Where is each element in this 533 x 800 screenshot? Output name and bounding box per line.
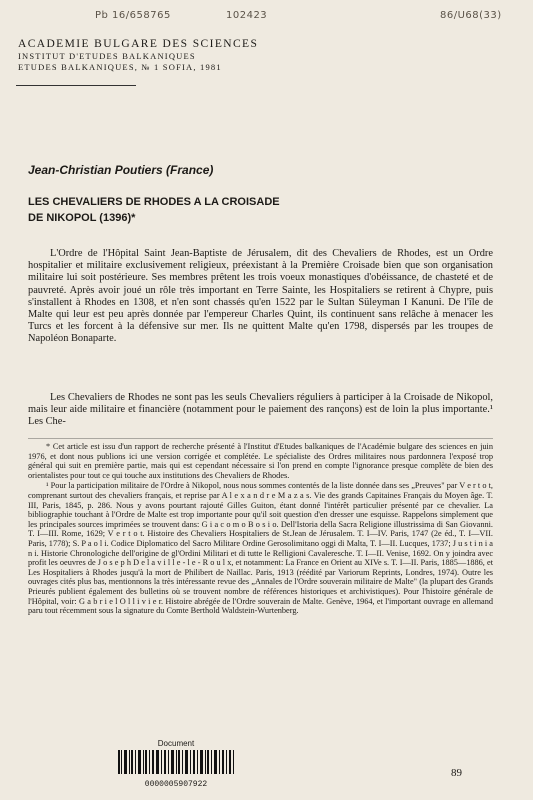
body-paragraph-2 [28,392,493,429]
footnotes [28,442,493,617]
body-paragraph-1 [28,248,493,346]
library-stamp-mid: 102423 [226,10,268,21]
academy-name: ACADEMIE BULGARE DES SCIENCES [18,38,259,50]
journal-issue: ETUDES BALKANIQUES, № 1 SOFIA, 1981 [18,62,222,72]
library-stamp-left: Pb 16/658765 [95,10,171,21]
article-title-line-2: DE NIKOPOL (1396)* [28,212,136,224]
barcode-number: 0000005907922 [144,780,208,789]
journal-header [18,38,338,73]
article-author: Jean-Christian Poutiers (France) [28,163,214,177]
footnote-divider [28,438,493,439]
paragraph-text: Les Chevaliers de Rhodes ne sont pas les seuls Chevaliers réguliers à participer à la Croisade de Nikopol, mais leur aide militaire et financière (notamment pour le paiement des rançons) est de loin la plus importante.¹ Les Che- [28,392,493,428]
barcode-caption: Document [157,739,195,748]
institute-name: INSTITUT D'ETUDES BALKANIQUES [18,51,196,61]
paragraph-text: L'Ordre de l'Hôpital Saint Jean-Baptiste de Jérusalem, dit des Chevaliers de Rhodes, est un Ordre hospitalier et militaire exclusivement religieux, préexistant à la Première Croisade bien que son organisation militaire lui soit postérieure. Ses membres prêtent les trois voeux monastiques d'obéissance, de chasteté et de pauvreté. Après avoir joué un rôle très important en Terre Sainte, les Hospitaliers se retirent à Chypre, puis s'installent à Rhodes en 1308, et n'en sont chassés qu'en 1522 par le Sultan Süleyman I Kanuni. De l'île de Malte qui leur est peu après donnée par l'empereur Charles Quint, ils continuent sans relâche à menacer les Turcs et les forcent à la défensive sur mer. Ils ne quittent Malte qu'en 1798, dispersés par les troupes de Napoléon Bonaparte. [28,248,493,345]
page-number: 89 [451,767,462,779]
barcode-label-sticker [116,739,236,789]
barcode-icon [116,750,236,774]
footnote-star: * Cet article est issu d'un rapport de recherche présenté à l'Institut d'Etudes balkaniques de l'Académie bulgare des sciences en juin 1976, et dont nous publions ici une version corrigée et complétée. Le spécialiste des Ordres militaires nous pardonnera l'exposé trop général qui suit en première partie, mais qui est cependant nécessaire si l'on prend en compte l'ignorance presque complète de bien des orientalistes pour tout ce qui touche aux institutions des Chevaliers de Rhodes. [28,442,493,480]
library-stamp-right: 86/U68(33) [440,10,502,21]
article-title [28,194,488,226]
header-rule [16,85,136,86]
footnote-1: ¹ Pour la participation militaire de l'Ordre à Nikopol, nous nous sommes contentés de la liste donnée dans ses „Preuves" par V e r t o t, comprenant surtout des chevaliers français, et reprise par A l e x a n d r e M a z a s. Vie des grands Capitaines Français du Moyen âge. T. III, Paris, 1845, p. 286. Nous y avons pourtant rajouté Gilles Guiton, étant donné l'intérêt particulier présenté par ce chevalier. La bibliographie touchant à l'Ordre de Malte est trop importante pour qu'il soit question d'en dresser une esquisse. Rappelons simplement que les principales sources imprimées se trouvent dans: G i a c o m o B o s i o. Dell'Istoria della Sacra Religione illustrissima di San Giovanni. T. I—III. Rome, 1629; V e r t o t. Histoire des Chevaliers Hospitaliers de St.Jean de Jérusalem. T. I—IV. Paris, 1747 (2e éd., T. I—VII. Paris, 1778); S. P a o l i. Codice Diplomatico del Sacro Militare Ordine Gerosolimitano oggi di Malta, T. I—II. Lucques, 1737; J u s t i n i a n i. Historie Chronologiche dell'origine de gl'Ordini Militari et di tutte le Relligioni Cavaleresche. T. I—II. Venise, 1692. On y joindra avec profit les oeuvres de J o s e p h D e l a v i l l e - l e - R o u l x, et notamment: La France en Orient au XIVe s. T. I—II. Paris, 1885—1886, et Les Hospitaliers à Rhodes jusqu'à la mort de Philibert de Naillac. Paris, 1913 (réédité par Variorum Reprints, Londres, 1974). Outre les ouvrages cités plus bas, mentionnons la très intéressante revue des „Annales de l'Ordre souverain militaire de Malte" (la plupart des Grands Prieurés publient également des bulletins où se trouvent nombre de références historiques et archivistiques). Pour l'histoire générale de l'Hôpital, voir: G a b r i e l O l l i v i e r. Histoire abrégée de l'Ordre souverain de Malte. Genève, 1964, et l'important ouvrage en allemand paru tout récemment sous la signature du Comte Berthold Waldstein-Wurtenberg. [28,481,493,616]
article-title-line-1: LES CHEVALIERS DE RHODES A LA CROISADE [28,196,280,208]
